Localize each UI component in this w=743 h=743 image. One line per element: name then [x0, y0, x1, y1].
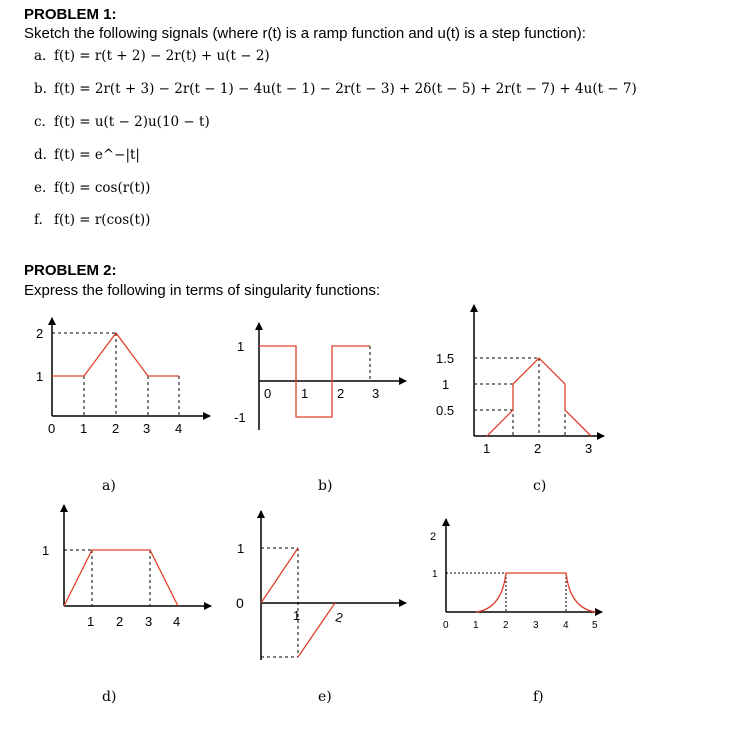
- figure-f-x-tick: 2: [503, 620, 509, 631]
- problem-1-title: PROBLEM 1:: [24, 6, 117, 23]
- figure-f-y-tick: 1: [432, 569, 438, 580]
- figure-c-x-tick: 3: [585, 441, 593, 456]
- equation-text: f(t) = 2r(t + 3) − 2r(t − 1) − 4u(t − 1) − 2r(t − 3) + 2δ(t − 5) + 2r(t − 7) + 4u(t − 7): [54, 81, 637, 97]
- figure-d-y-tick: 1: [42, 543, 50, 558]
- equation-text: f(t) = r(cos(t)): [54, 212, 151, 228]
- figure-b-y-tick: 1: [237, 339, 245, 354]
- figure-b-x-tick: 2: [337, 386, 345, 401]
- equation-label: f.: [34, 212, 43, 228]
- figure-a-x-tick: 2: [112, 421, 120, 436]
- figure-f-x-tick: 0: [443, 620, 449, 631]
- figure-e-signal: [261, 548, 298, 603]
- figure-c-y-tick: 0.5: [436, 403, 455, 418]
- figure-c-y-tick: 1: [442, 377, 450, 392]
- figure-f-x-tick: 3: [533, 620, 539, 631]
- figure-f-x-tick: 4: [563, 620, 569, 631]
- figure-e-y-tick: 1: [237, 541, 245, 556]
- figure-b-x-tick: 1: [301, 386, 309, 401]
- figure-b-caption: b): [318, 478, 333, 494]
- figure-a: [36, 318, 210, 436]
- figure-f-y-tick: 2: [430, 531, 437, 543]
- figure-e-caption: e): [318, 689, 332, 705]
- figure-b: [234, 323, 406, 430]
- equation-text: f(t) = u(t − 2)u(10 − t): [54, 114, 210, 130]
- figure-a-y-tick: 1: [36, 369, 44, 384]
- figure-b-y-tick: -1: [234, 410, 246, 425]
- figure-c-x-tick: 2: [534, 441, 542, 456]
- equation-label: e.: [34, 180, 47, 196]
- equation-label: a.: [34, 48, 47, 64]
- figure-c-caption: c): [533, 478, 547, 494]
- figure-d-x-tick: 1: [87, 614, 95, 629]
- figure-f-x-tick: 1: [473, 620, 479, 631]
- figure-f-signal: [476, 573, 596, 612]
- figure-f-x-tick: 5: [592, 620, 598, 631]
- figure-e: [236, 511, 406, 660]
- figure-c: [436, 305, 604, 456]
- equation-text: f(t) = cos(r(t)): [54, 180, 151, 196]
- figure-a-caption: a): [102, 478, 116, 494]
- figure-f: [430, 519, 602, 631]
- figure-b-x-tick: 0: [264, 386, 272, 401]
- figure-d-signal: [64, 550, 178, 606]
- figure-d-x-tick: 4: [173, 614, 181, 629]
- figure-e-x-tick: 1: [293, 608, 301, 623]
- equation-text: f(t) = e^−|t|: [54, 147, 140, 163]
- figure-a-x-tick: 1: [80, 421, 88, 436]
- figure-d-x-tick: 3: [145, 614, 153, 629]
- figure-d-caption: d): [102, 689, 117, 705]
- figure-a-x-tick: 3: [143, 421, 151, 436]
- figure-c-x-tick: 1: [483, 441, 491, 456]
- figure-a-y-tick: 2: [36, 326, 44, 341]
- figure-f-caption: f): [533, 689, 544, 705]
- figure-a-x-tick: 0: [48, 421, 56, 436]
- figure-d: [42, 505, 211, 629]
- figure-c-y-tick: 1.5: [436, 351, 455, 366]
- equation-label: b.: [34, 81, 47, 97]
- figure-e-signal: [298, 603, 335, 657]
- figure-e-x-tick: 2: [333, 609, 345, 626]
- equation-label: c.: [34, 114, 46, 130]
- figure-e-y-tick: 0: [236, 595, 244, 611]
- figure-a-x-tick: 4: [175, 421, 183, 436]
- equation-label: d.: [34, 147, 47, 163]
- problem-2-description: Express the following in terms of singularity functions:: [24, 282, 380, 299]
- problem-2-title: PROBLEM 2:: [24, 262, 117, 279]
- equation-text: f(t) = r(t + 2) − 2r(t) + u(t − 2): [54, 48, 270, 64]
- problem-1-description: Sketch the following signals (where r(t) is a ramp function and u(t) is a step function):: [24, 25, 586, 42]
- figure-d-x-tick: 2: [116, 614, 124, 629]
- figure-b-x-tick: 3: [372, 386, 380, 401]
